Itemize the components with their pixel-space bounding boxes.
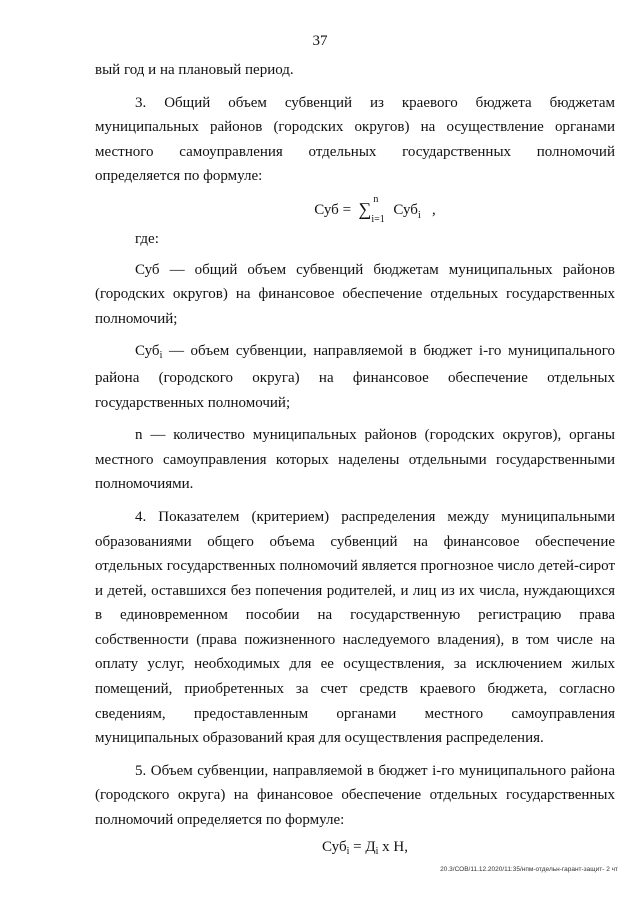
formula2-eq: = Д	[349, 838, 376, 855]
paragraph-4: 4. Показателем (критерием) распределения между муниципальными образованиями общего объема субвенций на финансовое обеспечение отдельных государственных полномочий является прогнозное число детей-сирот и детей, оставшихся без попечения родителей, и лиц из их числа, нуждающихся в единовременном пособии на государственную регистрацию права собственности (права пожизненного наследуемого владения), в том числе на оплату услуг, необходимых для ее осуществления, за исключением жилых помещений, приобретенных за счет средств краевого бюджета, согласно сведениям, предоставленным органами местного самоуправления муниципальных образований края для осуществления распределения.	[95, 508, 615, 747]
def2-lead: Суб	[135, 343, 160, 360]
formula-total-subvention	[95, 192, 615, 224]
definition-total: Суб — общий объем субвенций бюджетам муниципальных районов (городских округов) на финансовое обеспечение отдельных государственных полномочий;	[95, 261, 615, 327]
formula2-b-subscript: i	[375, 845, 379, 857]
where-label: где:	[135, 230, 159, 247]
sum-symbol: ∑	[358, 198, 372, 219]
sum-lower-limit: i=1	[371, 213, 385, 225]
sum-upper-limit: n	[373, 193, 379, 205]
formula2-a-subscript: i	[346, 845, 350, 857]
document-footer-code: 20.3/СОВ/11.12.2020/11:35/нпм-отдельн-гарант-защит- 2 чт	[440, 866, 618, 873]
formula2-a: Суб	[322, 838, 347, 855]
formula-tail: ,	[431, 201, 436, 218]
sum-term-subscript: i	[417, 209, 421, 221]
definition-subvention-i	[95, 339, 615, 415]
sum-term: Суб	[393, 201, 418, 218]
def2-subscript: i	[159, 350, 163, 362]
carry-over-line: вый год и на плановый период.	[95, 62, 294, 78]
formula-lhs: Суб =	[314, 201, 352, 218]
formula2-rest: x Н,	[378, 838, 408, 855]
paragraph-3: 3. Общий объем субвенций из краевого бюджета бюджетам муниципальных районов (городских округов) на осуществление органами местного самоуправления отдельных государственных полномочий определяется по формуле:	[95, 94, 615, 185]
paragraph-5: 5. Объем субвенции, направляемой в бюджет i-го муниципального района (городского округа) на финансовое обеспечение отдельных государственных полномочий определяется по формуле:	[95, 762, 615, 829]
formula-subvention-i	[95, 835, 615, 862]
definition-n: n — количество муниципальных районов (городских округов), органы местного самоуправления которых наделены отдельными государственными полномочиями.	[95, 427, 615, 493]
def2-rest: — объем субвенции, направляемой в бюджет i-го муниципального района (городского округа) на финансовое обеспечение отдельных государственных полномочий;	[95, 343, 615, 411]
page-number: 37	[312, 33, 328, 49]
document-body	[95, 58, 615, 861]
